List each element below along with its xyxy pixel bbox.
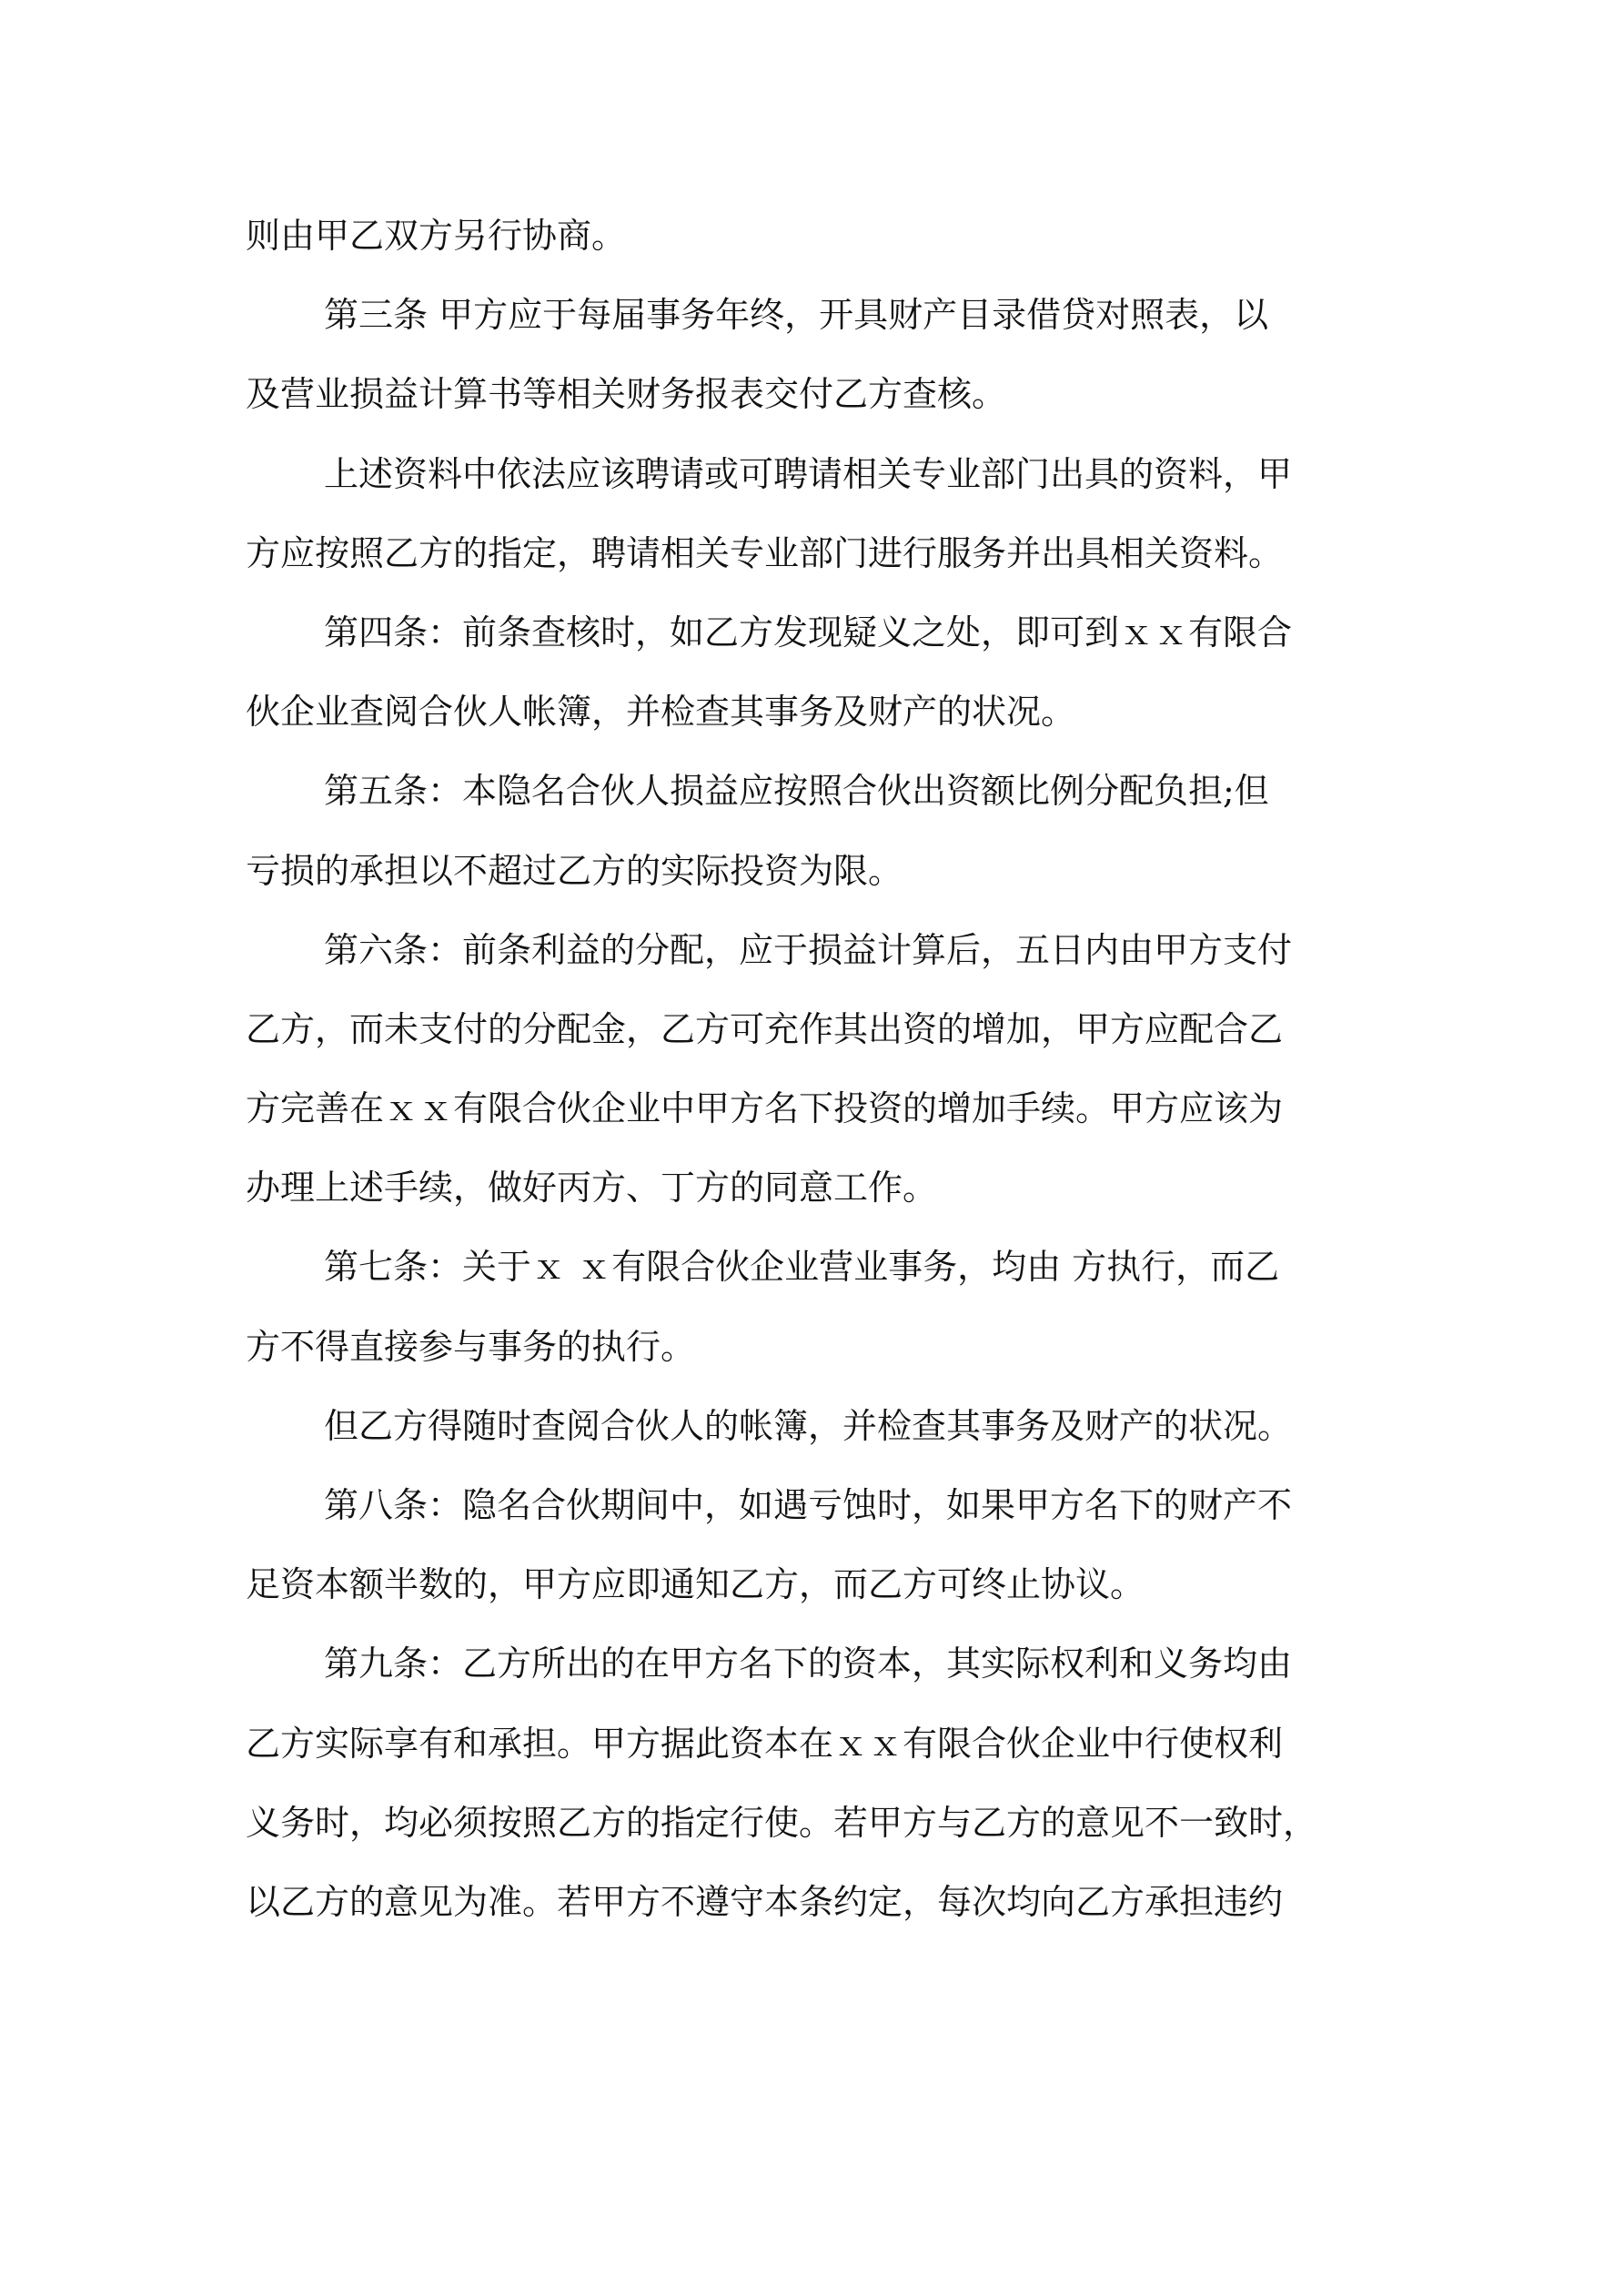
text-line: 但乙方得随时查阅合伙人的帐簿，并检查其事务及财产的状况。 — [324, 1405, 1293, 1446]
text-line: 上述资料中依法应该聘请或可聘请相关专业部门出具的资料，甲 — [324, 453, 1293, 494]
document-body — [246, 197, 1392, 1942]
text-line: 方不得直接参与事务的执行。 — [246, 1326, 696, 1367]
text-line: 第九条：乙方所出的在甲方名下的资本，其实际权利和义务均由 — [324, 1644, 1293, 1684]
text-line: 第四条：前条查核时，如乙方发现疑义之处，即可到ｘｘ有限合 — [324, 612, 1293, 652]
text-line: 义务时，均必须按照乙方的指定行使。若甲方与乙方的意见不一致时， — [246, 1802, 1318, 1843]
text-line: 第六条：前条利益的分配，应于损益计算后，五日内由甲方支付 — [324, 929, 1293, 970]
text-line: 第三条 甲方应于每届事务年终，开具财产目录借贷对照表，以 — [324, 295, 1269, 336]
text-line: 第八条：隐名合伙期间中，如遇亏蚀时，如果甲方名下的财产不 — [324, 1485, 1293, 1525]
text-line: 乙方实际享有和承担。甲方据此资本在ｘｘ有限合伙企业中行使权利 — [246, 1723, 1284, 1764]
text-line: 亏损的承担以不超过乙方的实际投资为限。 — [246, 850, 903, 891]
text-line: 则由甲乙双方另行协商。 — [246, 216, 627, 256]
text-line: 伙企业查阅合伙人帐簿，并检查其事务及财产的状况。 — [246, 692, 1076, 733]
text-line: 第七条：关于ｘ ｘ有限合伙企业营业事务，均由 方执行，而乙 — [324, 1247, 1280, 1288]
text-line: 第五条：本隐名合伙人损益应按照合伙出资额比例分配负担;但 — [324, 771, 1269, 812]
text-line: 方应按照乙方的指定，聘请相关专业部门进行服务并出具相关资料。 — [246, 532, 1284, 573]
text-line: 乙方，而未支付的分配金，乙方可充作其出资的增加，甲方应配合乙 — [246, 1008, 1284, 1049]
text-line: 足资本额半数的，甲方应即通知乙方，而乙方可终止协议。 — [246, 1564, 1145, 1605]
text-line: 以乙方的意见为准。若甲方不遵守本条约定，每次均向乙方承担违约 — [246, 1881, 1284, 1922]
text-line: 方完善在ｘｘ有限合伙企业中甲方名下投资的增加手续。甲方应该为 — [246, 1088, 1284, 1129]
text-line: 及营业损益计算书等相关财务报表交付乙方查核。 — [246, 374, 1007, 415]
text-line: 办理上述手续，做好丙方、丁方的同意工作。 — [246, 1168, 938, 1209]
